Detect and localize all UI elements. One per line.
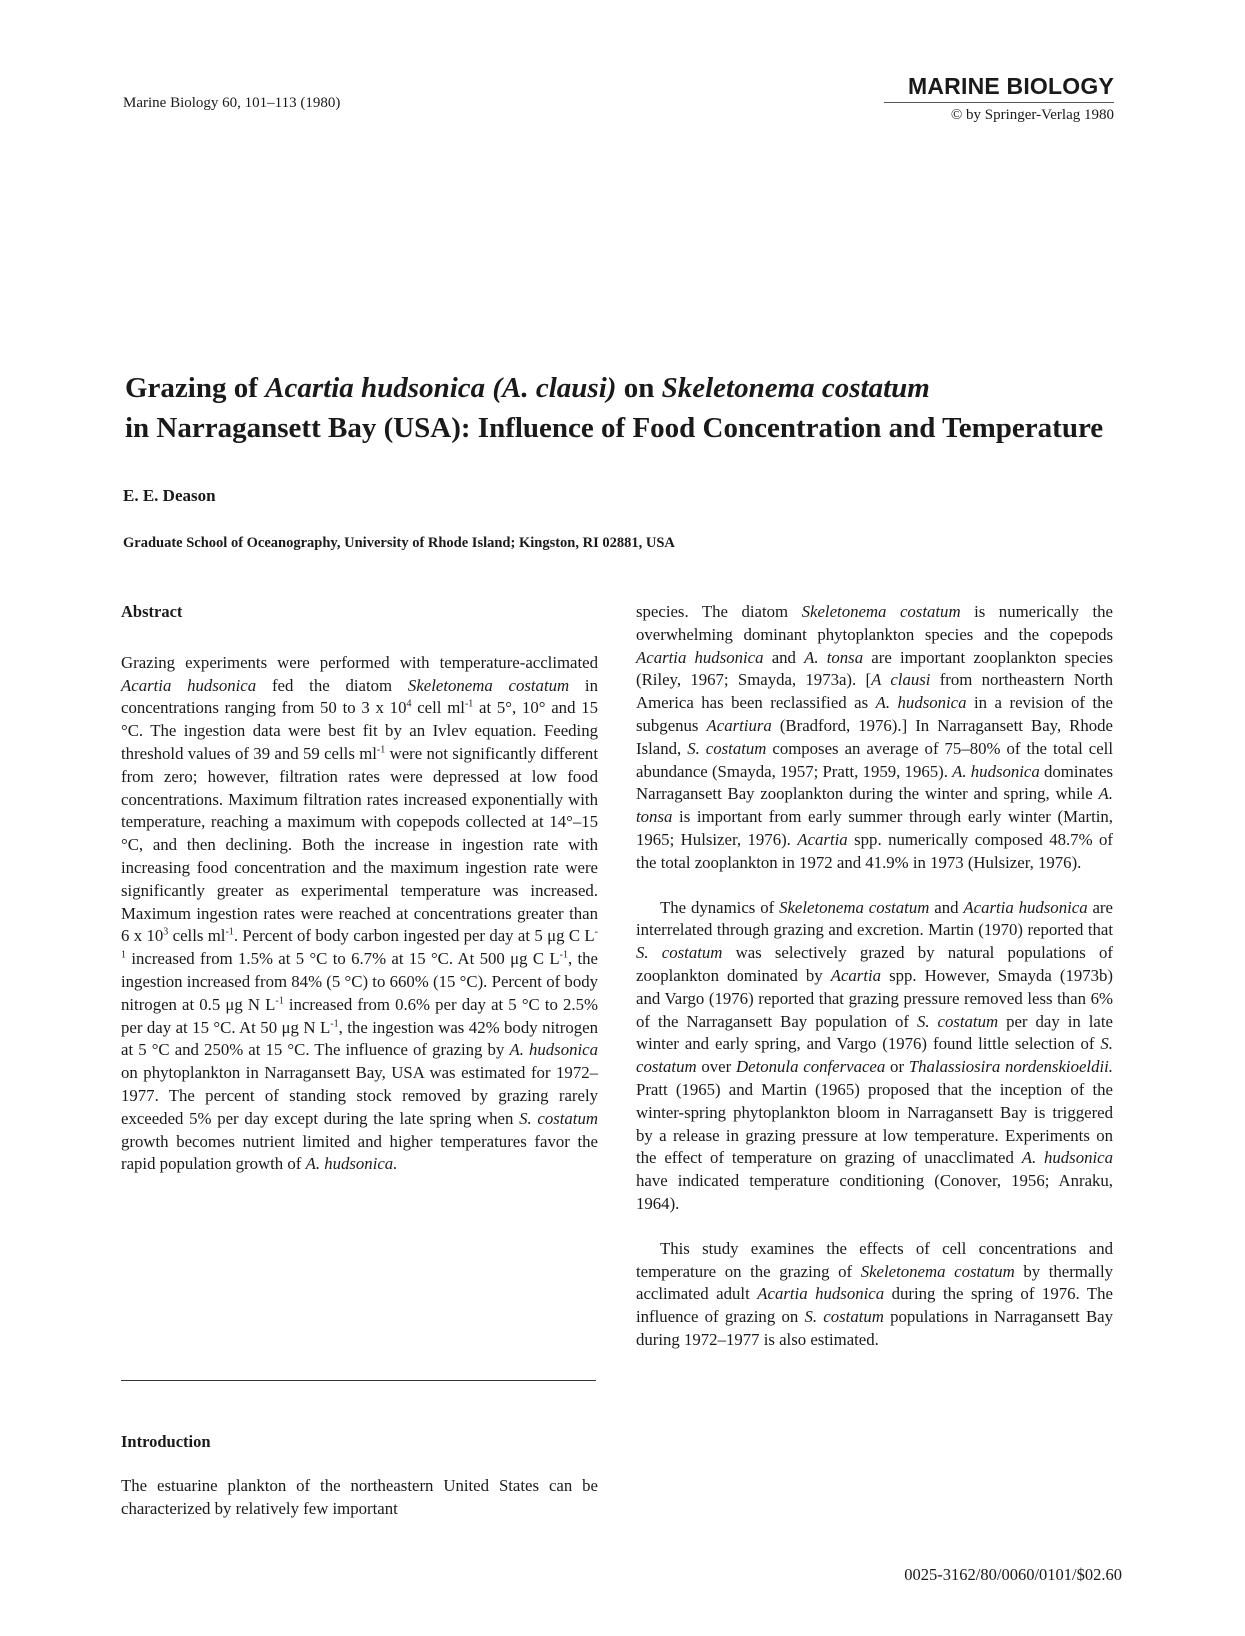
introduction-heading: Introduction [121, 1432, 211, 1451]
masthead-rule [884, 102, 1114, 103]
journal-masthead [884, 73, 1114, 124]
intro-paragraph-2: The dynamics of Skeletonema costatum and Acartia hudsonica are interrelated through grazing and excretion. Martin (1970) reported that S. costatum was selectively grazed by natural populations of zooplankton dominated by Acartia spp. However, Smayda (1973b) and Vargo (1976) reported that grazing pressure removed less than 6% of the Narragansett Bay population of S. costatum per day in late winter and early spring, and Vargo (1976) found little selection of S. costatum over Detonula confervacea or Thalassiosira nordenskioeldii. Pratt (1965) and Martin (1965) proposed that the inception of the winter-spring phytoplankton bloom in Narragansett Bay is triggered by a release in grazing pressure at low temperature. Experiments on the effect of temperature on grazing of unacclimated A. hudsonica have indicated temperature conditioning (Conover, 1956; Anraku, 1964). [636, 897, 1113, 1213]
author-affiliation: Graduate School of Oceanography, University of Rhode Island; Kingston, RI 02881, USA [123, 535, 675, 551]
paper-title: Grazing of Acartia hudsonica (A. clausi) on Skeletonema costatum in Narragansett Bay (USA): Influence of Food Concentration and Temperature [125, 372, 1104, 444]
author-name: E. E. Deason [123, 486, 216, 505]
right-column [636, 601, 1113, 1352]
intro-paragraph-1: species. The diatom Skeletonema costatum is numerically the overwhelming dominant phytoplankton species and the copepods Acartia hudsonica and A. tonsa are important zooplankton species (Riley, 1967; Smayda, 1973a). [A clausi from northeastern North America has been reclassified as A. hudsonica in a revision of the subgenus Acartiura (Bradford, 1976).] In Narragansett Bay, Rhode Island, S. costatum composes an average of 75–80% of the total cell abundance (Smayda, 1957; Pratt, 1959, 1965). A. hudsonica dominates Narragansett Bay zooplankton during the winter and spring, while A. tonsa is important from early summer through early winter (Martin, 1965; Hulsizer, 1976). Acartia spp. numerically composed 48.7% of the total zooplankton in 1972 and 41.9% in 1973 (Hulsizer, 1976). [636, 602, 1114, 872]
abstract-section [121, 601, 598, 1176]
journal-citation: Marine Biology 60, 101–113 (1980) [123, 95, 341, 111]
introduction-text: The estuarine plankton of the northeastern United States can be characterized by relatively few important [121, 1476, 598, 1518]
journal-name: MARINE BIOLOGY [908, 73, 1114, 99]
copyright-notice: © by Springer-Verlag 1980 [950, 107, 1114, 123]
section-divider [121, 1380, 596, 1381]
intro-paragraph-3: This study examines the effects of cell concentrations and temperature on the grazing of Skeletonema costatum by thermally acclimated adult Acartia hudsonica during the spring of 1976. The influence of grazing on S. costatum populations in Narragansett Bay during 1972–1977 is also estimated. [636, 1238, 1114, 1349]
abstract-heading: Abstract [121, 602, 183, 621]
issn-code: 0025-3162/80/0060/0101/$02.60 [904, 1565, 1122, 1584]
abstract-text: Grazing experiments were performed with temperature-acclimated Acartia hudsonica fed the diatom Skeletonema costatum in concentrations ranging from 50 to 3 x $10^4$ cell $ml^{-1}$ at 5°, 10° and 15 °C. The ingestion data were best fit by an Ivlev equation. Feeding threshold values of 39 and 59 cells $ml^{-1}$ were not significantly different from zero; however, filtration rates were depressed at low food concentrations. Maximum filtration rates increased exponentially with temperature, reaching a maximum with copepods collected at 14°–15 °C, and then declining. Both the increase in ingestion rate with increasing food concentration and the maximum ingestion rate were significantly greater as experimental temperature was increased. Maximum ingestion rates were reached at concentrations greater than 6 x $10^3$ cells $ml^{-1}$. Percent of body carbon ingested per day at 5 μg C $L^{-1}$ increased from 1.5% at 5 °C to 6.7% at 15 °C. At 500 μg C $L^{-1}$, the ingestion increased from 84% (5 °C) to 660% (15 °C). Percent of body nitrogen at 0.5 μg N $L^{-1}$ increased from 0.6% per day at 5 °C to 2.5% per day at 15 °C. At 50 μg N $L^{-1}$, the ingestion was 42% body nitrogen at 5 °C and 250% at 15 °C. The influence of grazing by A. hudsonica on phytoplankton in Narragansett Bay, USA was estimated for 1972–1977. The percent of standing stock removed by grazing rarely exceeded 5% per day except during the late spring when S. costatum growth becomes nutrient limited and higher temperatures favor the rapid population growth of A. hudsonica. [121, 652, 599, 1174]
